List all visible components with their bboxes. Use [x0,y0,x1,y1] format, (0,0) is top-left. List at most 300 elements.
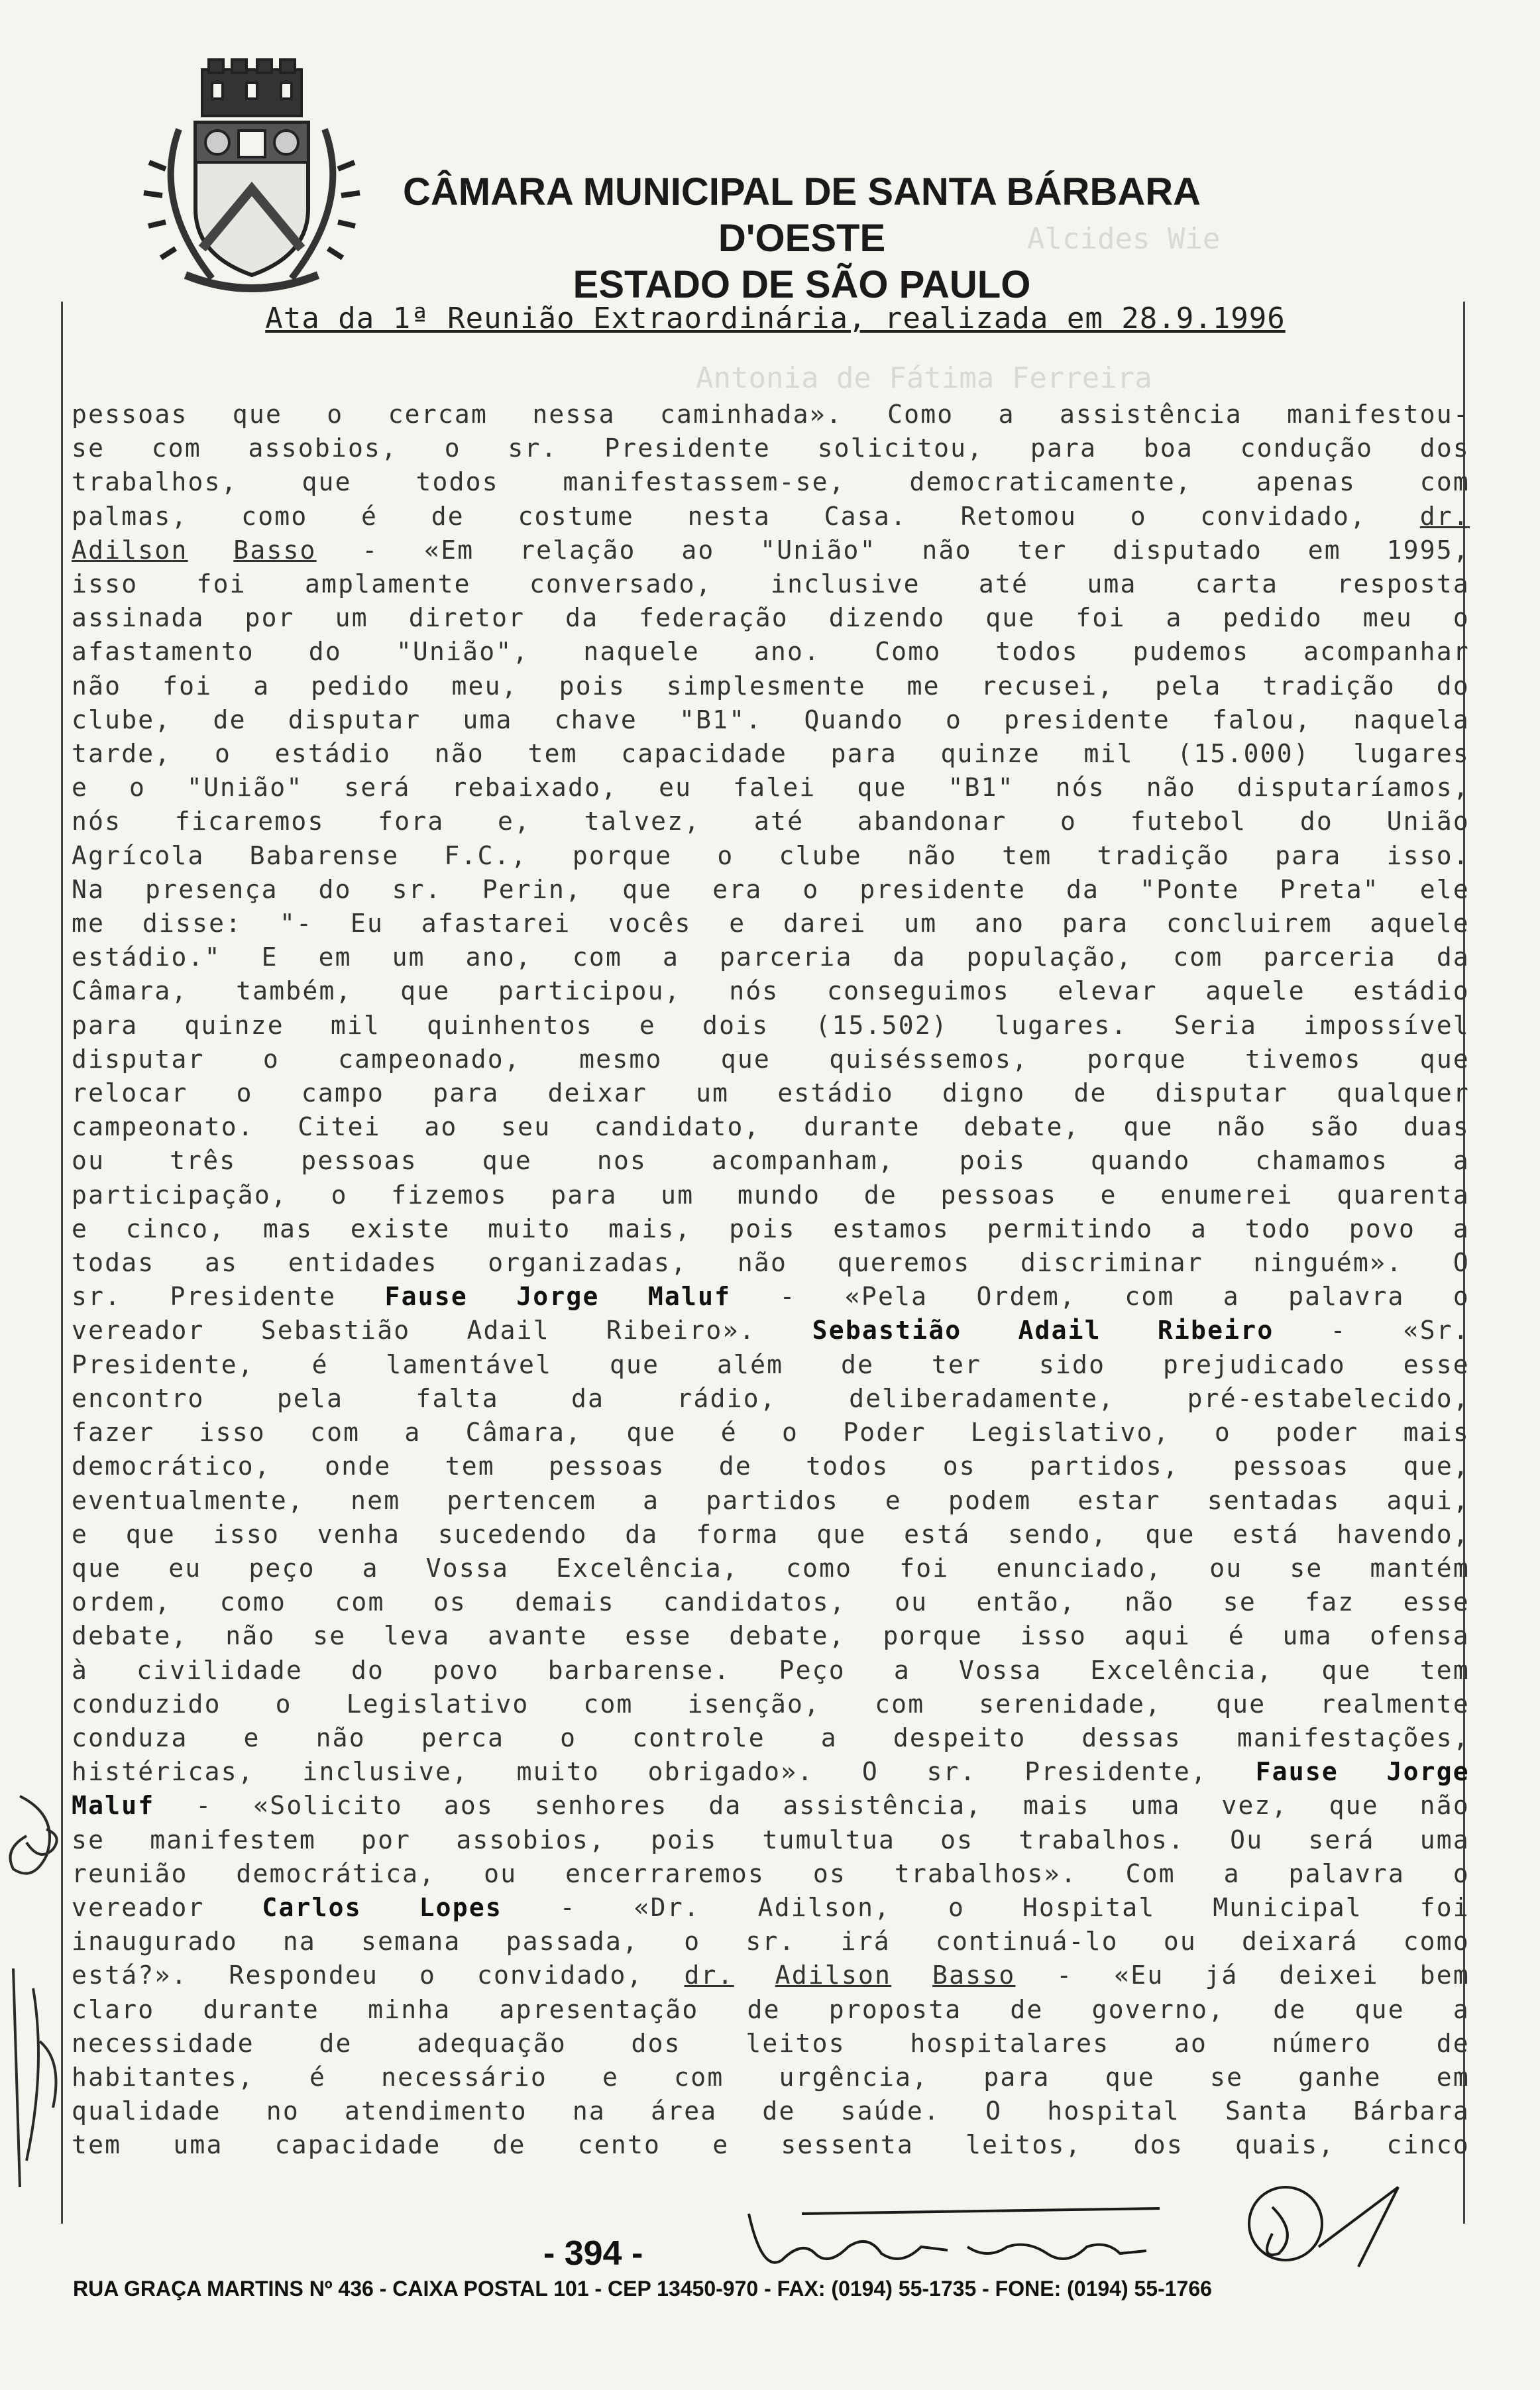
word: F.C., [444,840,527,870]
word: dois [702,1010,769,1040]
word: mais [1403,1418,1470,1448]
word: Como [875,637,942,667]
word: uma [463,705,513,734]
word: estamos [833,1214,950,1243]
word: acompanhar [1303,637,1470,667]
text-line [72,1959,1470,1992]
word: pois [729,1214,796,1243]
word: prejudicado [1162,1349,1346,1379]
word: Presidente, [1024,1757,1208,1787]
speaker-name: Fause [384,1282,468,1312]
word: de [213,705,247,734]
word: democrático, [72,1451,271,1481]
word: Presidente, [72,1349,254,1379]
word: - [195,1791,213,1821]
institution-name: CÂMARA MUNICIPAL DE SANTA BÁRBARA D'OESTE [403,170,1201,260]
word: podem [948,1485,1032,1515]
word: fazer [72,1418,155,1448]
word: o [1130,501,1147,531]
word: campeonato. [72,1112,254,1142]
word: impossível [1303,1010,1470,1040]
text-line [72,1518,1470,1552]
word: dr. [1419,501,1470,531]
word: governo, [1091,1994,1225,2024]
word: que [482,1146,532,1176]
minutes-title: Ata da 1ª Reunião Extraordinária, realizada em 28.9.1996 [265,302,1286,335]
word: não [907,840,958,870]
text-line [72,601,1470,635]
word: que [1216,1689,1266,1719]
word: "Ponte [1140,874,1240,904]
word: E [261,942,278,972]
word: talvez, [584,807,701,836]
word: não [315,1723,366,1752]
word: Seria [1174,1010,1258,1040]
word: quando [1091,1146,1191,1176]
word: palavra [1288,1858,1405,1888]
word: recusei, [981,671,1115,701]
coat-of-arms-icon [139,56,364,298]
word: federação [639,603,789,633]
word: deliberadamente, [849,1383,1115,1413]
text-line [72,1755,1470,1789]
margin-initials-signature [0,1790,66,1962]
word: os [812,1858,847,1888]
word: duas [1403,1112,1470,1142]
word: da [1436,942,1470,972]
word: ao [424,1112,458,1142]
word: Vossa [959,1655,1042,1685]
word: - [1330,1316,1347,1345]
word: demais [515,1587,615,1617]
word: organizadas, [488,1248,688,1278]
word: isso [1020,1621,1087,1651]
word: que [72,1553,122,1583]
word: estádio [274,739,392,769]
state-name: ESTADO DE SÃO PAULO [573,263,1031,306]
word: futebol [1130,807,1247,836]
word: serenidade, [979,1689,1162,1719]
text-line [72,1416,1470,1450]
word: - [362,535,379,565]
word: palavra [1288,1282,1405,1312]
word: a [893,1655,910,1685]
word: foi [1419,1892,1470,1922]
word: com [572,942,623,972]
word: para [433,1078,500,1108]
text-line [72,1993,1470,2027]
text-line [72,1857,1470,1891]
word: com [1125,1282,1175,1312]
minutes-body [72,398,1470,2163]
word: vocês [608,909,692,939]
word: disputar [288,705,421,734]
word: Ou [1230,1825,1264,1854]
word: democraticamente, [909,467,1192,497]
word: o [236,1078,253,1108]
word: no [266,2096,300,2126]
word: realmente [1320,1689,1470,1719]
word: semana [361,1927,461,1957]
word: Hospital [1022,1892,1156,1922]
text-line [72,1484,1470,1518]
word: lamentável [386,1349,553,1379]
word: disse: [142,909,243,939]
word: e [1100,1180,1117,1210]
word: senhores [534,1791,668,1821]
word: de [863,1180,897,1210]
word: ou [72,1146,105,1176]
text-line [72,1721,1470,1755]
speaker-name: Jorge [516,1282,600,1312]
word: ano. [753,637,821,667]
word: sentadas [1207,1485,1341,1515]
word: o [781,1418,799,1448]
word: inclusive, [302,1757,469,1787]
word: isenção, [687,1689,821,1719]
word: todo [1244,1214,1312,1243]
text-line [72,1280,1470,1314]
word: presença [145,874,278,904]
word: reunião [72,1858,188,1888]
text-line [72,567,1470,601]
word: leitos, [965,2130,1082,2160]
word: como [1403,1927,1470,1957]
word: claro [72,1994,155,2024]
word: tem [1419,1655,1470,1685]
word: Legislativo [346,1689,529,1719]
word: para [983,2062,1050,2092]
word: pessoas [940,1180,1058,1210]
word: isso [213,1519,280,1549]
word: Babarense [249,840,400,870]
word: ofensa [1370,1621,1470,1651]
word: debate, [963,1112,1080,1142]
word: também, [236,976,353,1006]
word: porque [572,840,673,870]
word: de [718,1451,752,1481]
word: encontro [72,1383,205,1413]
word: estar [1077,1485,1161,1515]
word: trabalhos». [894,1858,1077,1888]
word: que [1105,2062,1155,2092]
word: vereador [72,1316,205,1345]
word: o [331,1180,348,1210]
word: o [1453,603,1470,633]
word: foi [899,1553,950,1583]
word: do [1299,807,1334,836]
word: digno [942,1078,1026,1108]
word: disputaríamos, [1237,773,1470,803]
word: o [444,433,461,463]
word: ou [1163,1927,1197,1957]
word: apenas [1256,467,1356,497]
word: leva [384,1621,451,1651]
word: partidos [706,1485,839,1515]
word: «Eu [1114,1961,1164,1990]
word: sr. [745,1927,796,1957]
word: não [225,1621,276,1651]
word: acompanham, [712,1146,895,1176]
word: carta [1195,569,1279,599]
text-line [72,940,1470,974]
word: ou [895,1587,928,1617]
word: a [404,1418,421,1448]
word: perca [421,1723,505,1752]
word: todas [72,1248,155,1278]
word: que [857,773,907,803]
word: de [762,2096,796,2126]
word: ano [974,909,1025,939]
word: se [1210,2062,1244,2092]
word: ninguém». [1253,1248,1403,1278]
text-line [72,1382,1470,1416]
word: todos [995,637,1079,667]
word: minha [368,1994,451,2024]
word: fora [378,807,445,836]
word: irá [840,1927,891,1957]
word: condução [1240,433,1374,463]
text-line [72,974,1470,1008]
word: de [1436,2028,1470,2058]
word: a [1223,1282,1240,1312]
word: não [1146,773,1196,803]
text-line [72,839,1470,873]
word: inaugurado [72,1927,238,1957]
word: não [72,671,122,701]
speaker-name: Maluf [72,1791,155,1821]
word: número [1272,2028,1372,2058]
word: tumultua [762,1825,896,1854]
word: relação [520,535,636,565]
text-line [72,1450,1470,1483]
word: pessoas [549,1451,665,1481]
word: - [559,1892,577,1922]
word: até [753,807,804,836]
word: saúde. [840,2096,941,2126]
word: não [434,739,484,769]
word: nós [729,976,779,1006]
word: além [716,1349,784,1379]
word: o [327,400,344,429]
word: inclusive [771,569,920,599]
word: continuá-lo [935,1927,1119,1957]
word: atendimento [344,2096,527,2126]
text-line [72,1144,1470,1178]
word: sendo, [1008,1519,1108,1549]
word: todos [415,467,499,497]
text-line [72,1619,1470,1653]
word: seu [501,1112,551,1142]
word: quais, [1235,2130,1335,2160]
word: Excelência, [556,1553,739,1583]
word: ao [681,535,715,565]
word: de [1273,1994,1307,2024]
word: que [622,874,673,904]
word: presidente [1004,705,1170,734]
word: para [72,1010,138,1040]
word: naquela [1353,705,1470,734]
word: que [720,1044,771,1074]
word: dessas [1081,1723,1182,1752]
word: para [1062,909,1129,939]
word: parceria [719,942,853,972]
word: se [72,433,105,463]
word: Citei [298,1112,381,1142]
word: será [344,773,411,803]
text-line [72,873,1470,907]
word: quinze [184,1010,284,1040]
word: em [1436,2062,1470,2092]
word: democrática, [236,1858,436,1888]
text-line [72,1823,1470,1857]
word: com [1419,467,1470,497]
word: o [1453,1282,1470,1312]
word: debate, [72,1621,188,1651]
word: ordem, [72,1587,172,1617]
president-signature [1239,2167,1438,2287]
word: que [626,1418,677,1448]
word: Câmara, [72,976,188,1006]
word: parceria [1263,942,1396,972]
word: que [985,603,1036,633]
word: de [841,1349,875,1379]
word: para [1275,840,1342,870]
word: ele [1419,874,1470,904]
word: que [400,976,451,1006]
word: sessenta [781,2130,914,2160]
word: as [205,1248,239,1278]
word: está [904,1519,971,1549]
text-line [72,1178,1470,1212]
word: queremos [837,1248,971,1278]
word: o [1060,807,1077,836]
word: qualquer [1337,1078,1470,1108]
word: Bárbara [1353,2096,1470,2126]
word: deixará [1242,1927,1358,1957]
word: de [431,501,465,531]
word: se [1290,1553,1323,1583]
word: 1995, [1386,535,1470,565]
speaker-name: Maluf [647,1282,732,1312]
text-line [72,500,1470,534]
word: de [1010,1994,1044,2024]
word: proposta [828,1994,962,2024]
word: ter [1017,535,1068,565]
word: mil [330,1010,381,1040]
word: (15.000) [1177,739,1310,769]
word: é [361,501,378,531]
word: pré-estabelecido, [1187,1383,1470,1413]
word: faz [1305,1587,1355,1617]
word: «Sr. [1403,1316,1470,1345]
text-line [72,805,1470,838]
word: esse [1403,1587,1470,1617]
word: rebaixado, [451,773,618,803]
word: mais, [608,1214,692,1243]
word: sr. [392,874,442,904]
word: dizendo [828,603,946,633]
word: assistência, [783,1791,983,1821]
word: Respondeu [229,1961,379,1990]
word: conduzido [72,1689,221,1719]
text-line [72,703,1470,737]
word: nós [72,807,122,836]
word: barbarense. [547,1655,731,1685]
word: Basso [233,535,317,565]
word: à [72,1655,89,1685]
word: meu [1362,603,1413,633]
word: aquele [1370,909,1470,939]
secretary-signature [736,2200,1186,2280]
word: costume [518,501,635,531]
word: os [940,1825,974,1854]
word: da [571,1383,605,1413]
word: hospital [1047,2096,1180,2126]
word: com [674,2062,724,2092]
word: a [662,942,680,972]
text-line [72,1891,1470,1925]
word: já [1205,1961,1238,1990]
word: Poder [843,1418,926,1448]
word: campo [301,1078,385,1108]
word: habitantes, [72,2062,254,2092]
word: cercam [388,400,488,429]
word: e [72,1214,89,1243]
text-line [72,1110,1470,1144]
word: pedido [311,671,411,701]
text-line [72,1348,1470,1382]
word: tem [527,739,578,769]
word: do [308,637,342,667]
word: era [712,874,763,904]
word: a [1191,1214,1208,1243]
text-line [72,2128,1470,2162]
word: permitindo [987,1214,1154,1243]
word: apresentação [499,1994,699,2024]
word: Adilson [72,535,188,565]
word: capacidade [621,739,788,769]
word: Excelência, [1090,1655,1274,1685]
word: disputar [72,1044,205,1074]
speaker-name: Jorge [1386,1757,1470,1787]
word: da [893,942,926,972]
word: Agrícola [72,840,205,870]
word: falta [415,1383,499,1413]
word: Adilson [775,1961,892,1990]
word: porque [883,1621,983,1651]
word: tem [1002,840,1052,870]
word: vez, [1221,1791,1288,1821]
text-line [72,431,1470,465]
speaker-name: Carlos [262,1892,362,1922]
word: darei [783,909,867,939]
word: como [785,1553,853,1583]
word: muito [516,1757,600,1787]
word: um [696,1078,730,1108]
word: deixei [1279,1961,1379,1990]
word: um [392,942,425,972]
speaker-name: Ribeiro [1157,1316,1274,1345]
text-line [72,398,1470,431]
word: que [1419,1044,1470,1074]
text-line [72,1314,1470,1347]
word: pois [959,1146,1026,1176]
text-line [72,771,1470,805]
word: dos [1133,2130,1183,2160]
word: que [1329,1791,1379,1821]
word: O [1453,1248,1470,1278]
